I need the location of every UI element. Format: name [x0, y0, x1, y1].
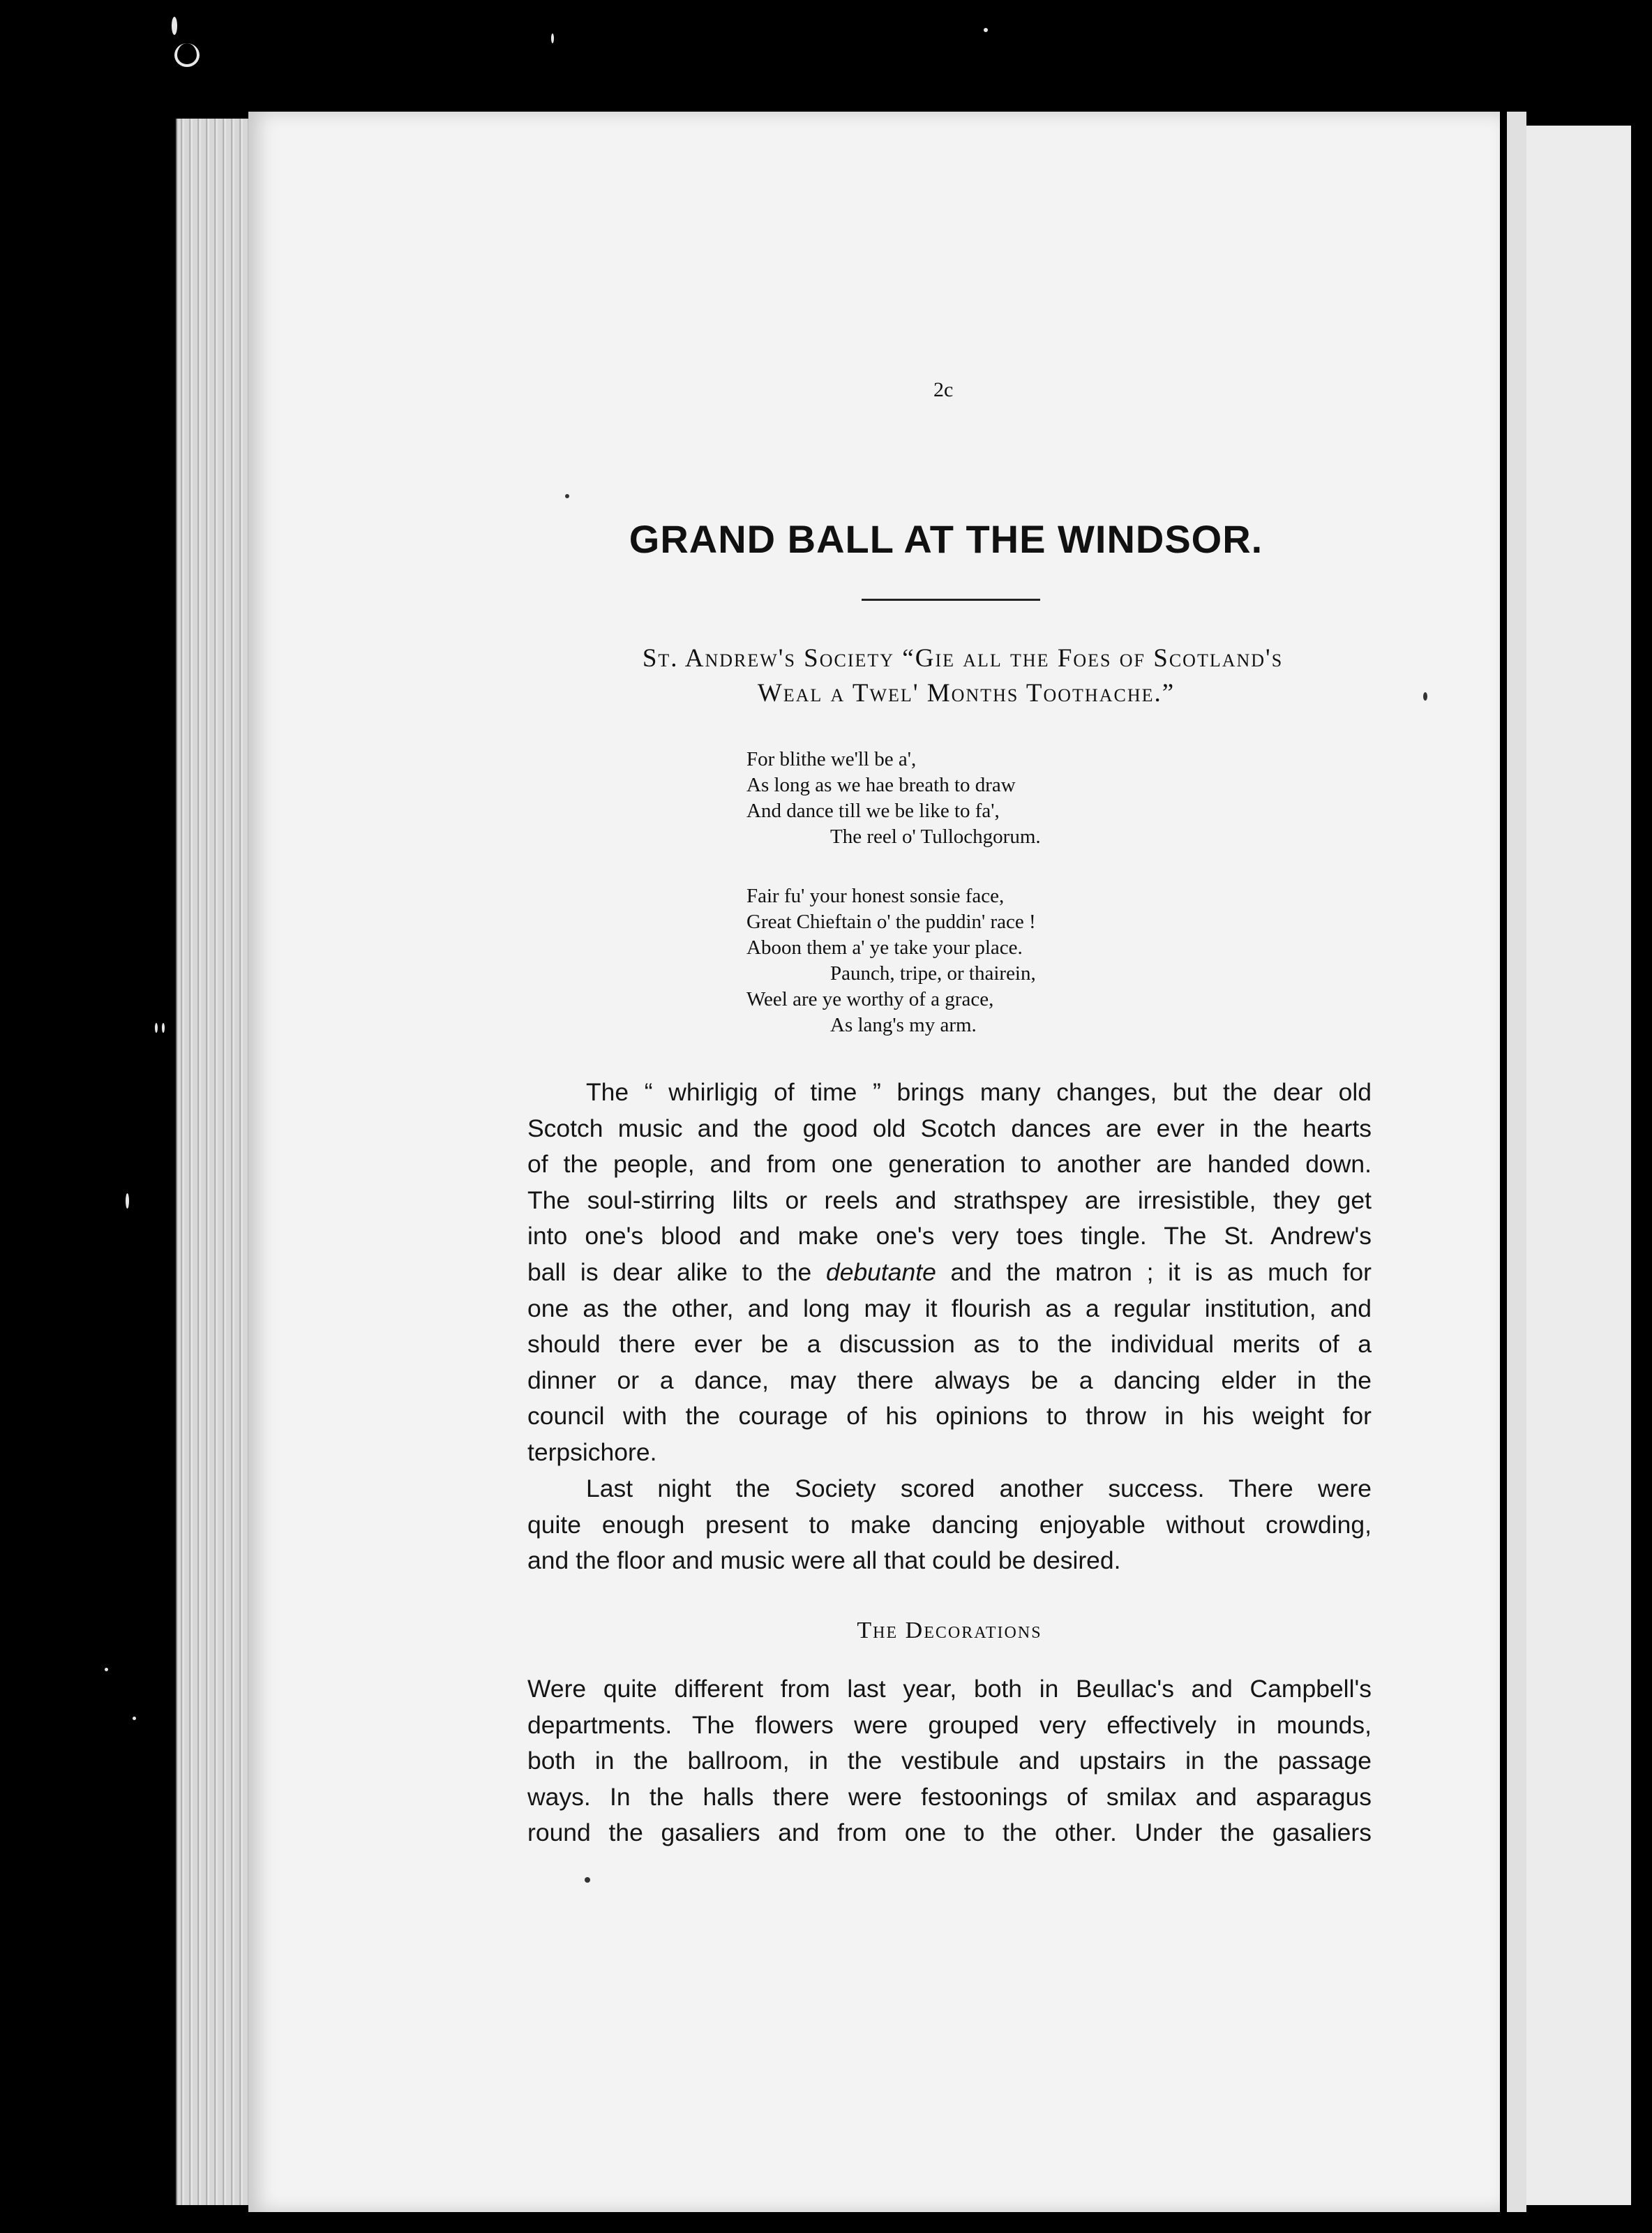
scan-speck: [172, 17, 177, 35]
subheading-line-2: Weal a Twel' Months Toothache.”: [757, 679, 1176, 708]
verse-line: As lang's my arm.: [830, 1014, 977, 1036]
verse-line: Great Chieftain o' the puddin' race !: [746, 911, 1036, 933]
text-line: terpsichore.: [527, 1437, 657, 1466]
verse-line: As long as we hae breath to draw: [746, 774, 1016, 796]
scan-speck: [126, 1193, 129, 1209]
text-line: departments. The flowers were grouped very effectively in mounds,: [527, 1710, 1372, 1739]
scan-speck: [174, 43, 200, 67]
text-line: Scotch music and the good old Scotch dances are ever in the hearts: [527, 1114, 1372, 1142]
text-line: one as the other, and long may it flourish as a regular institution, and: [527, 1294, 1372, 1322]
text-line: The “ whirligig of time ” brings many changes, but the dear old: [586, 1078, 1372, 1106]
page-number: 2c: [933, 378, 954, 401]
section-heading: The Decorations: [857, 1618, 1042, 1643]
italic-word: debutante: [825, 1257, 936, 1286]
verse-line: For blithe we'll be a',: [746, 748, 917, 770]
page-gutter: [1507, 112, 1526, 2212]
text-line: of the people, and from one generation to another are handed down.: [527, 1150, 1372, 1179]
text-run: and the matron ; it is as much for: [936, 1257, 1372, 1286]
text-line: ways. In the halls there were festoonings of smilax and asparagus: [527, 1782, 1372, 1811]
scan-speck: [155, 1023, 158, 1033]
page-edges: [176, 119, 255, 2205]
verse-line: The reel o' Tullochgorum.: [830, 826, 1041, 848]
verse-line: And dance till we be like to fa',: [746, 800, 1000, 822]
text-line: should there ever be a discussion as to the individual merits of a: [527, 1330, 1372, 1359]
facing-page-edge: [1526, 126, 1631, 2205]
text-line: [527, 1255, 1372, 1291]
text-line: quite enough present to make dancing enjoyable without crowding,: [527, 1510, 1372, 1539]
scan-speck: [105, 1668, 108, 1671]
verse-stanza-1: [746, 747, 1041, 850]
text-line: council with the courage of his opinions to throw in his weight for: [527, 1402, 1372, 1431]
text-line: Last night the Society scored another success. There were: [586, 1474, 1372, 1502]
text-line: round the gasaliers and from one to the other. Under the gasaliers: [527, 1818, 1372, 1847]
text-line: dinner or a dance, may there always be a dancing elder in the: [527, 1366, 1372, 1394]
verse-line: Weel are ye worthy of a grace,: [746, 988, 994, 1010]
scan-speck: [551, 33, 554, 43]
paragraph-3: [527, 1671, 1372, 1851]
verse-line: Paunch, tripe, or thairein,: [830, 962, 1036, 985]
paragraph-1: [527, 1075, 1372, 1471]
ink-dot: [1423, 692, 1427, 701]
page-title: GRAND BALL AT THE WINDSOR.: [629, 517, 1263, 561]
text-line: both in the ballroom, in the vestibule and upstairs in the passage: [527, 1747, 1372, 1775]
scan-speck: [133, 1717, 136, 1720]
text-line: into one's blood and make one's very toes tingle. The St. Andrew's: [527, 1222, 1372, 1250]
text-line: and the floor and music were all that could be desired.: [527, 1546, 1121, 1575]
paragraph-2: [527, 1471, 1372, 1579]
text-line: The soul-stirring lilts or reels and strathspey are irresistible, they get: [527, 1186, 1372, 1214]
verse-stanza-2: [746, 883, 1036, 1038]
ink-dot: [565, 494, 569, 498]
text-run: ball is dear alike to the: [527, 1257, 826, 1286]
scan-speck: [984, 28, 988, 32]
title-rule: [862, 599, 1040, 601]
verse-line: Fair fu' your honest sonsie face,: [746, 885, 1005, 907]
ink-dot: [585, 1877, 590, 1883]
subheading-line-1: St. Andrew's Society “Gie all the Foes of Scotland's: [642, 644, 1284, 673]
scan-speck: [162, 1023, 165, 1033]
verse-line: Aboon them a' ye take your place.: [746, 936, 1023, 959]
text-line: Were quite different from last year, both in Beullac's and Campbell's: [527, 1675, 1372, 1703]
